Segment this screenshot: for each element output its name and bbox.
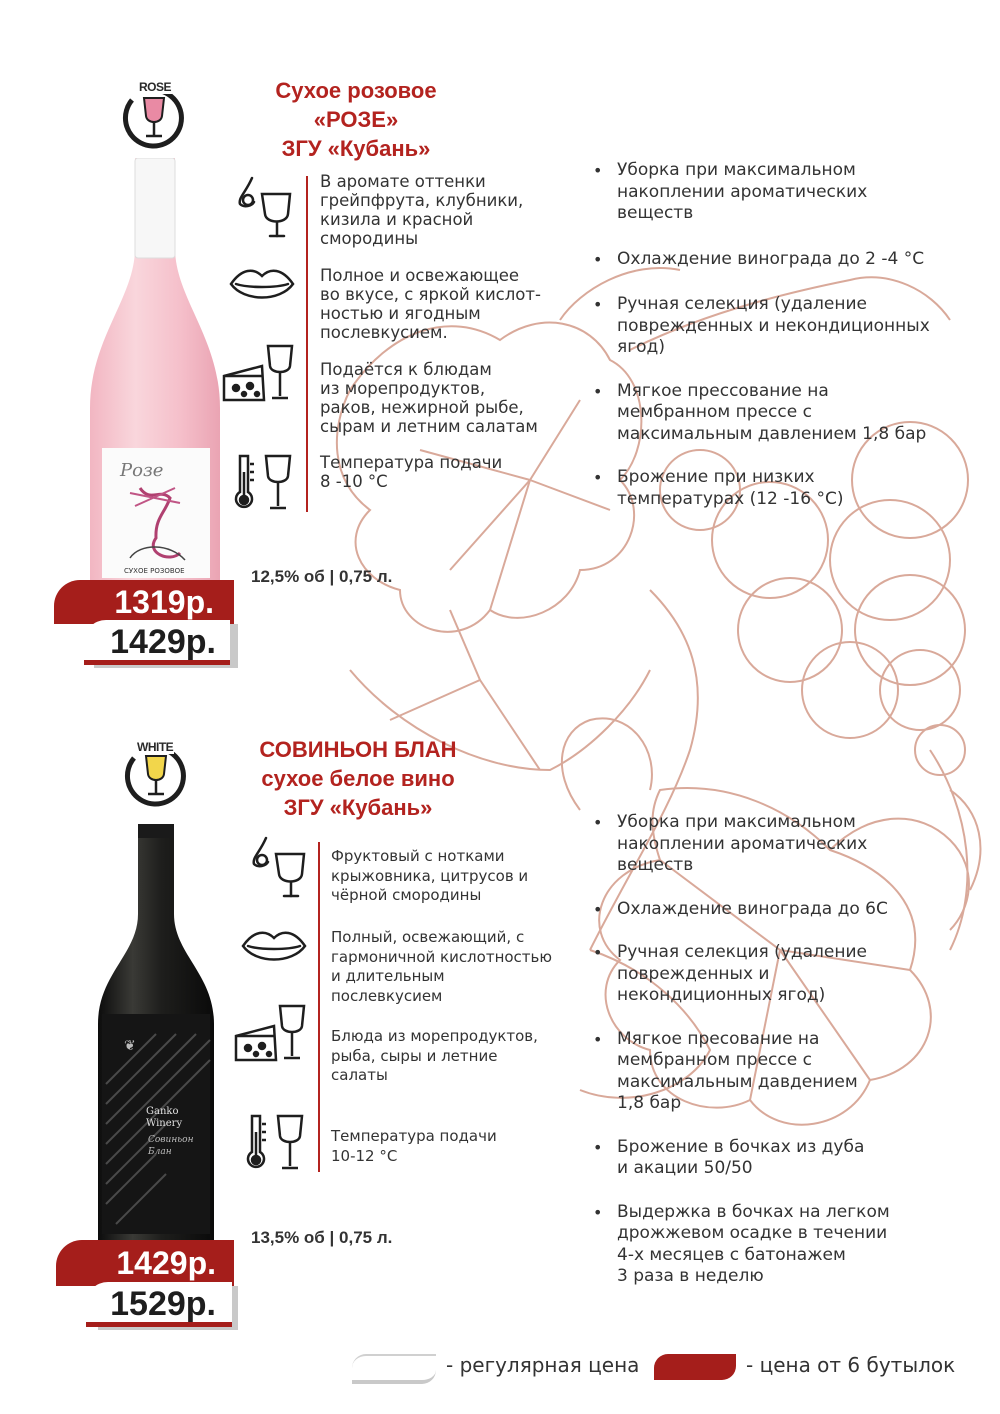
process-line: 3 раза в неделю	[617, 1266, 764, 1286]
desc-line: 10-12 °С	[331, 1146, 398, 1165]
abv-volume: 13,5% об | 0,75 л.	[251, 1228, 393, 1247]
process-line: Брожение в бочках из дуба	[617, 1136, 865, 1157]
process-line: веществ	[617, 855, 694, 875]
nose-glass-icon	[246, 832, 310, 902]
desc-line: во вкусе, с яркой кислот-	[320, 285, 541, 304]
badge-label: ROSE	[139, 80, 172, 94]
thermometer-glass-icon	[232, 452, 296, 514]
desc-line: В аромате оттенки	[320, 172, 486, 191]
desc-line: гармоничной кислотностью	[331, 947, 553, 966]
list-item: • Охлаждение винограда до 6С	[617, 899, 977, 921]
process-line: накоплении ароматических	[617, 833, 868, 854]
bottle-label-text: Совиньон	[148, 1135, 194, 1145]
list-item: • Брожение в бочках из дуба и акации 50/50	[617, 1137, 977, 1180]
process-line: накоплении ароматических	[617, 181, 868, 202]
wine-title	[228, 76, 484, 163]
wine-title-line: «РОЗЕ»	[313, 107, 399, 132]
process-line: Мягкое прессование на	[617, 380, 829, 401]
price-regular: 1429р.	[84, 620, 230, 665]
desc-line: Полное и освежающее	[320, 266, 520, 285]
white-wine-bottle	[86, 824, 226, 1254]
aroma-description	[331, 847, 581, 906]
divider	[318, 842, 320, 1172]
process-line: мембранном прессе с	[617, 1050, 812, 1070]
lips-icon	[240, 924, 308, 970]
legend-bulk-swatch	[654, 1354, 736, 1380]
desc-line: 8 -10 °С	[320, 472, 388, 491]
list-item: • Брожение при низких температурах (12 -16 °С)	[617, 467, 977, 510]
process-line: и акации 50/50	[617, 1158, 753, 1178]
desc-line: Подаётся к блюдам	[320, 360, 492, 379]
pairing-description	[331, 1027, 581, 1086]
desc-line: смородины	[320, 229, 419, 248]
bottle-label-text: Winery	[146, 1118, 183, 1129]
list-item: • Выдержка в бочках на легком дрожжевом осадке в течении 4-х месяцев с батонажем 3 раза в неделю	[617, 1202, 977, 1288]
pairing-description	[320, 360, 580, 436]
cheese-glass-icon	[234, 1002, 308, 1064]
abv-volume: 12,5% об | 0,75 л.	[251, 567, 393, 586]
svg-text:❦: ❦	[124, 1038, 136, 1054]
desc-line: послевкусием.	[320, 323, 448, 342]
bottle-label-text: Розе	[120, 460, 164, 481]
list-item: • Мягкое прессование на мембранном прессе с максимальным давлением 1,8 бар	[617, 381, 977, 446]
desc-line: Блюда из морепродуктов,	[331, 1027, 538, 1045]
list-item: • Ручная селекция (удаление поврежденных и некондиционных ягод)	[617, 294, 977, 359]
desc-line: салаты	[331, 1066, 388, 1084]
wine-title	[220, 735, 496, 822]
nose-glass-icon	[232, 172, 296, 242]
taste-description	[331, 928, 581, 1006]
desc-line: крыжовника, цитрусов и	[331, 866, 529, 885]
legend-regular-label: - регулярная цена	[446, 1353, 640, 1377]
process-line: дрожжевом осадке в течении	[617, 1223, 888, 1243]
process-line: 1,8 бар	[617, 1093, 682, 1113]
process-line: Мягкое пресование на	[617, 1028, 820, 1049]
desc-line: грейпфрута, клубники,	[320, 191, 524, 210]
process-line: Уборка при максимальном	[617, 812, 856, 832]
desc-line: Температура подачи	[320, 453, 503, 472]
process-line: Ручная селекция (удаление	[617, 942, 867, 962]
legend-bulk-label: - цена от 6 бутылок	[746, 1353, 956, 1377]
process-line: 4-х месяцев с батонажем	[617, 1244, 846, 1265]
list-item: • Уборка при максимальном накоплении ароматических веществ	[617, 160, 977, 225]
lips-icon	[228, 262, 296, 308]
divider	[306, 176, 308, 512]
desc-line: чёрной смородины	[331, 886, 482, 904]
desc-line: послевкусием	[331, 986, 443, 1005]
desc-line: и длительным	[331, 967, 445, 985]
wine-title-line: Сухое розовое	[275, 78, 437, 103]
desc-line: ностью и ягодным	[320, 304, 481, 323]
process-list	[593, 812, 977, 1288]
price-bulk: 1429р.	[56, 1240, 234, 1286]
wine-title-line: СОВИНЬОН БЛАН	[259, 737, 457, 762]
process-line: максимальным давлением 1,8 бар	[617, 423, 927, 444]
bottle-label-text: СУХОЕ РОЗОВОЕ	[124, 567, 185, 575]
desc-line: кизила и красной	[320, 210, 474, 229]
bottle-label-text: Блан	[148, 1147, 172, 1157]
bottle-label-text: Ganko	[146, 1106, 179, 1117]
rose-wine-bottle	[80, 158, 230, 608]
process-line: мембранном прессе с	[617, 402, 812, 422]
legend-regular-swatch	[352, 1354, 436, 1384]
desc-line: из морепродуктов,	[320, 379, 486, 398]
temperature-description	[320, 453, 570, 491]
desc-line: Фруктовый с нотками	[331, 847, 505, 865]
wine-title-line: ЗГУ «Кубань»	[281, 136, 431, 161]
process-line: Ручная селекция (удаление	[617, 294, 867, 314]
process-line: температурах (12 -16 °С)	[617, 488, 844, 509]
process-line: Выдержка в бочках на легком	[617, 1201, 890, 1222]
process-line: поврежденных и некондиционных	[617, 315, 930, 336]
badge-label: WHITE	[137, 740, 174, 754]
process-line: Охлаждение винограда до 6С	[617, 898, 888, 919]
desc-line: рыба, сыры и летние	[331, 1046, 498, 1065]
process-line: некондиционных ягод)	[617, 985, 826, 1005]
desc-line: сырам и летним салатам	[320, 417, 538, 436]
process-line: поврежденных и	[617, 963, 770, 984]
list-item: • Ручная селекция (удаление поврежденных и некондиционных ягод)	[617, 942, 977, 1007]
process-line: Охлаждение винограда до 2 -4 °С	[617, 248, 925, 269]
list-item: • Уборка при максимальном накоплении ароматических веществ	[617, 812, 977, 877]
process-line: Уборка при максимальном	[617, 160, 856, 180]
rose-wine-badge-icon	[122, 86, 186, 150]
process-line: максимальным давдением	[617, 1071, 858, 1092]
thermometer-glass-icon	[244, 1112, 308, 1174]
list-item: • Мягкое пресование на мембранном прессе с максимальным давдением 1,8 бар	[617, 1029, 977, 1115]
aroma-description	[320, 172, 570, 248]
wine-title-line: сухое белое вино	[261, 766, 455, 791]
wine-title-line: ЗГУ «Кубань»	[283, 795, 433, 820]
desc-line: Температура подачи	[331, 1127, 497, 1145]
price-regular: 1529р.	[86, 1282, 232, 1327]
desc-line: раков, нежирной рыбе,	[320, 398, 524, 417]
list-item: • Охлаждение винограда до 2 -4 °С	[617, 249, 977, 271]
price-bulk: 1319р.	[54, 580, 234, 624]
taste-description	[320, 266, 570, 342]
process-line: Брожение при низких	[617, 467, 815, 487]
cheese-glass-icon	[222, 342, 296, 404]
process-line: веществ	[617, 203, 694, 223]
desc-line: Полный, освежающий, с	[331, 928, 525, 946]
temperature-description	[331, 1127, 581, 1166]
process-list	[593, 160, 977, 510]
process-line: ягод)	[617, 337, 665, 357]
